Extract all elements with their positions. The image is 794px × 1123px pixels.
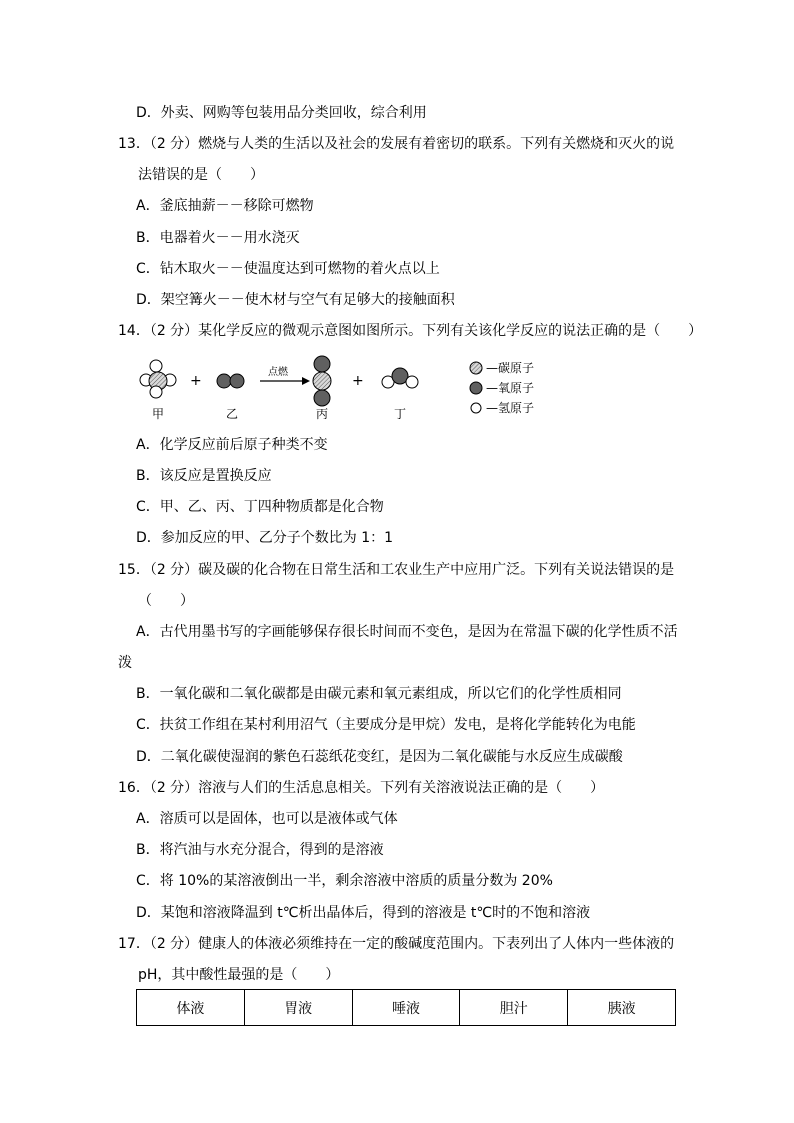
body-fluid-table — [136, 989, 676, 1026]
table-cell: 唾液 — [352, 990, 460, 1026]
label-jia: 甲 — [152, 407, 165, 421]
legend-oxygen: —氧原子 — [486, 381, 535, 395]
arrow-label: 点燃 — [268, 367, 288, 378]
plus-sign-1: + — [190, 373, 202, 389]
table-cell: 胆汁 — [460, 990, 568, 1026]
label-yi: 乙 — [226, 407, 239, 421]
q14-stem: 14．（2 分）某化学反应的微观示意图如图所示。下列有关该化学反应的说法正确的是（ ） — [118, 323, 703, 339]
molecule-yi — [217, 374, 244, 388]
q15-option-c: C．扶贫工作组在某村利用沼气（主要成分是甲烷）发电，是将化学能转化为电能 — [136, 717, 636, 733]
q15-stem: 15．（2 分）碳及碳的化合物在日常生活和工农业生产中应用广泛。下列有关说法错误的是 — [118, 562, 675, 578]
q15-stem-cont: （ ） — [138, 593, 194, 609]
q14-option-d: D．参加反应的甲、乙分子个数比为 1：1 — [136, 530, 394, 546]
q13-stem-cont: 法错误的是（ ） — [138, 167, 264, 183]
q16-option-c: C．将 10%的某溶液倒出一半，剩余溶液中溶质的质量分数为 20% — [136, 873, 553, 889]
q15-option-a-cont: 泼 — [118, 655, 132, 671]
q16-option-a: A．溶质可以是固体，也可以是液体或气体 — [136, 811, 398, 827]
q15-option-a: A．古代用墨书写的字画能够保存很长时间而不变色，是因为在常温下碳的化学性质不活 — [136, 624, 678, 640]
q13-option-d: D．架空篝火－－使木材与空气有足够大的接触面积 — [136, 292, 455, 308]
q13-stem: 13．（2 分）燃烧与人类的生活以及社会的发展有着密切的联系。下列有关燃烧和灭火的说 — [118, 136, 675, 152]
q15-option-b: B．一氧化碳和二氧化碳都是由碳元素和氧元素组成，所以它们的化学性质相同 — [136, 686, 622, 702]
molecule-bing — [313, 356, 331, 406]
legend-carbon: —碳原子 — [486, 361, 535, 375]
q13-option-a: A．釜底抽薪－－移除可燃物 — [136, 198, 314, 214]
q16-option-b: B．将汽油与水充分混合，得到的是溶液 — [136, 842, 384, 858]
q17-stem: 17．（2 分）健康人的体液必须维持在一定的酸碱度范围内。下表列出了人体内一些体液的 — [118, 936, 675, 952]
table-cell: 胃液 — [244, 990, 352, 1026]
q16-option-d: D．某饱和溶液降温到 t℃析出晶体后，得到的溶液是 t℃时的不饱和溶液 — [136, 905, 591, 921]
plus-sign-2: + — [352, 373, 364, 389]
q14-option-c: C．甲、乙、丙、丁四种物质都是化合物 — [136, 499, 384, 515]
label-bing: 丙 — [316, 407, 329, 421]
q16-stem: 16．（2 分）溶液与人们的生活息息相关。下列有关溶液说法正确的是（ ） — [118, 780, 605, 796]
table-cell: 胰液 — [568, 990, 676, 1026]
q13-option-c: C．钻木取火－－使温度达到可燃物的着火点以上 — [136, 261, 440, 277]
table-cell: 体液 — [137, 990, 245, 1026]
molecule-jia — [140, 360, 176, 398]
table-header-row — [137, 990, 676, 1026]
molecule-ding — [382, 368, 418, 388]
q13-option-b: B．电器着火－－用水浇灭 — [136, 230, 300, 246]
q15-option-d: D．二氧化碳使湿润的紫色石蕊纸花变红，是因为二氧化碳能与水反应生成碳酸 — [136, 749, 623, 765]
label-ding: 丁 — [394, 407, 407, 421]
reaction-diagram — [138, 352, 558, 424]
legend-hydrogen: —氢原子 — [486, 401, 535, 415]
q14-option-a: A．化学反应前后原子种类不变 — [136, 437, 328, 453]
reaction-arrow — [260, 377, 310, 385]
q14-option-b: B．该反应是置换反应 — [136, 468, 272, 484]
q12-option-d: D．外卖、网购等包装用品分类回收，综合利用 — [136, 105, 427, 121]
legend — [470, 360, 534, 415]
q17-stem-cont: pH，其中酸性最强的是（ ） — [138, 967, 340, 983]
